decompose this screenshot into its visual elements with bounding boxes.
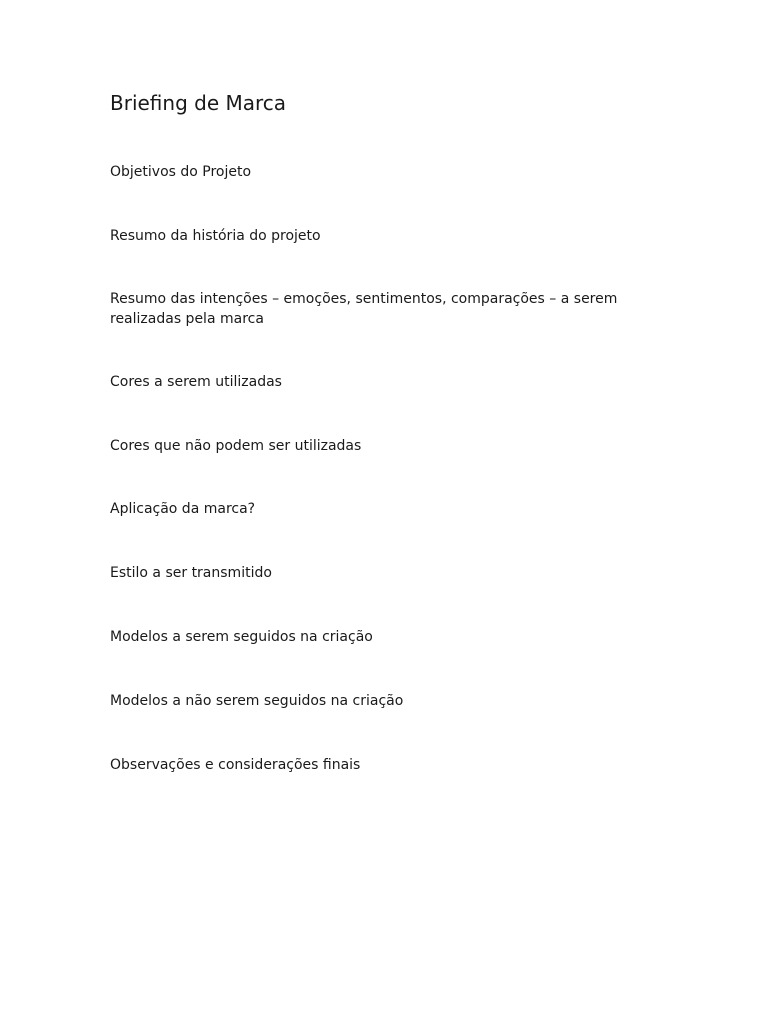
- section-heading-cores-utilizadas: Cores a serem utilizadas: [110, 374, 282, 390]
- section-heading-modelos-seguidos: Modelos a serem seguidos na criação: [110, 629, 373, 645]
- section-heading-observacoes: Observações e considerações finais: [110, 757, 361, 773]
- section-heading-intencoes: Resumo das intenções – emoções, sentimentos, comparações – a serem realizadas pela marca: [110, 291, 618, 327]
- section-heading-aplicacao: Aplicação da marca?: [110, 501, 256, 517]
- section-heading-cores-proibidas: Cores que não podem ser utilizadas: [110, 438, 362, 454]
- section-heading-objetivos: Objetivos do Projeto: [110, 164, 252, 180]
- section-heading-modelos-nao-seguidos: Modelos a não serem seguidos na criação: [110, 693, 404, 709]
- page-title: Briefing de Marca: [110, 91, 287, 115]
- section-heading-historia: Resumo da história do projeto: [110, 228, 321, 244]
- section-heading-estilo: Estilo a ser transmitido: [110, 565, 272, 581]
